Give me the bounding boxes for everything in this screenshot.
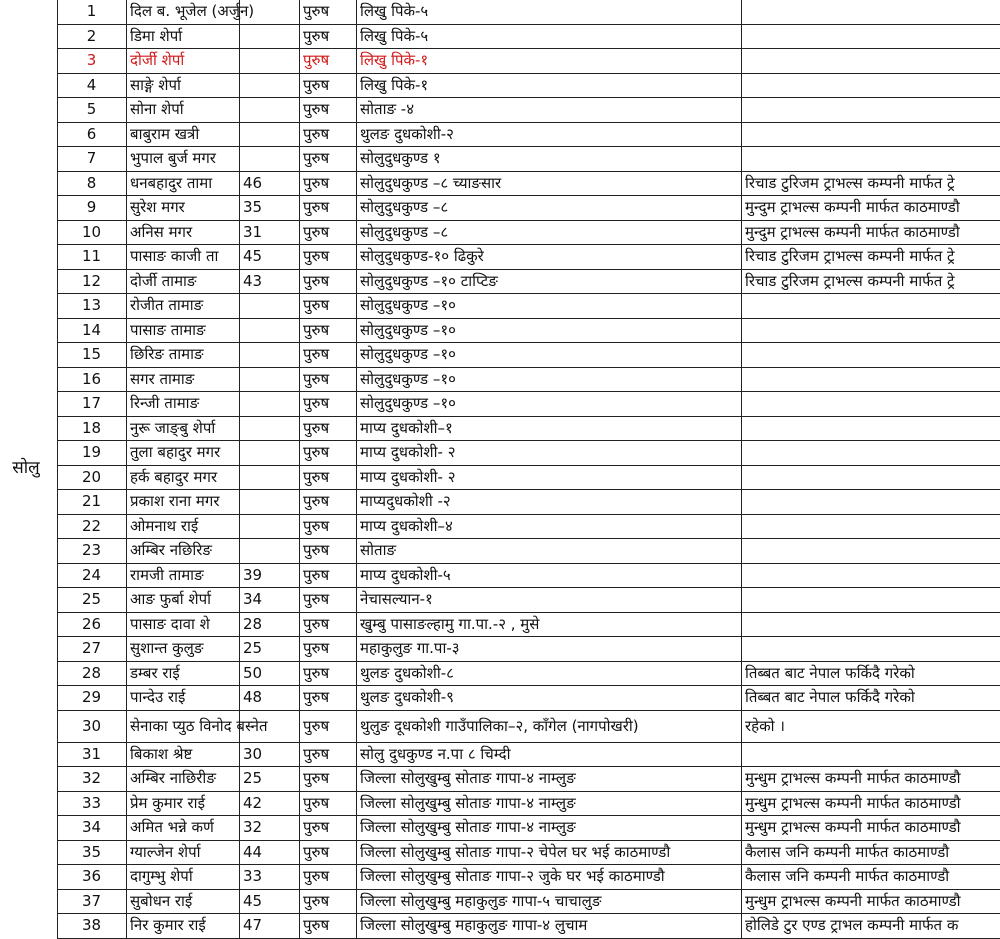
name-cell: सुशान्त कुलुङ bbox=[127, 637, 240, 662]
address-cell: सोलुदुधकुण्ड १ bbox=[357, 147, 742, 172]
serial-number-cell: 33 bbox=[57, 792, 127, 817]
gender-cell: पुरुष bbox=[300, 816, 357, 841]
serial-number-cell: 8 bbox=[57, 172, 127, 197]
age-cell bbox=[240, 0, 300, 25]
gender-cell: पुरुष bbox=[300, 539, 357, 564]
serial-number-cell: 17 bbox=[57, 392, 127, 417]
gender-cell: पुरुष bbox=[300, 564, 357, 589]
gender-cell: पुरुष bbox=[300, 368, 357, 393]
remarks-cell bbox=[742, 392, 1000, 417]
serial-number-cell: 13 bbox=[57, 294, 127, 319]
address-cell: लिखु पिके-१ bbox=[357, 74, 742, 99]
name-cell: भुपाल बुर्ज मगर bbox=[127, 147, 240, 172]
address-cell: सोलुदुधकुण्ड –१० bbox=[357, 392, 742, 417]
name-cell: आङ फुर्बा शेर्पा bbox=[127, 588, 240, 613]
gender-cell: पुरुष bbox=[300, 588, 357, 613]
remarks-cell: मुन्धुम ट्राभल्स कम्पनी मार्फत काठमाण्डौ bbox=[742, 816, 1000, 841]
address-cell: सोलुदुधकुण्ड –१० bbox=[357, 319, 742, 344]
remarks-cell bbox=[742, 98, 1000, 123]
name-cell: डिमा शेर्पा bbox=[127, 25, 240, 50]
address-cell: सोलुदुधकुण्ड-१० ढिकुरे bbox=[357, 245, 742, 270]
age-cell: 35 bbox=[240, 196, 300, 221]
age-cell bbox=[240, 25, 300, 50]
gender-cell: पुरुष bbox=[300, 98, 357, 123]
serial-number-cell: 19 bbox=[57, 441, 127, 466]
gender-cell: पुरुष bbox=[300, 294, 357, 319]
name-cell: रामजी तामाङ bbox=[127, 564, 240, 589]
address-cell: महाकुलुङ गा.पा-३ bbox=[357, 637, 742, 662]
address-cell: जिल्ला सोलुखुम्बु सोताङ गापा-४ नाम्लुङ bbox=[357, 816, 742, 841]
age-cell: 30 bbox=[240, 743, 300, 768]
address-cell: सोलुदुधकुण्ड –८ bbox=[357, 196, 742, 221]
gender-cell: पुरुष bbox=[300, 711, 357, 743]
table-row bbox=[57, 662, 1000, 687]
name-cell: बिकाश श्रेष्ट bbox=[127, 743, 240, 768]
table-row bbox=[57, 172, 1000, 197]
table-row bbox=[57, 792, 1000, 817]
address-cell: जिल्ला सोलुखुम्बु सोताङ गापा-४ नाम्लुङ bbox=[357, 792, 742, 817]
age-cell: 43 bbox=[240, 270, 300, 295]
age-cell: 32 bbox=[240, 816, 300, 841]
serial-number-cell: 1 bbox=[57, 0, 127, 25]
serial-number-cell: 32 bbox=[57, 767, 127, 792]
gender-cell: पुरुष bbox=[300, 270, 357, 295]
remarks-cell: मुन्धुम ट्राभल्स कम्पनी मार्फत काठमाण्डौ bbox=[742, 767, 1000, 792]
remarks-cell bbox=[742, 123, 1000, 148]
gender-cell: पुरुष bbox=[300, 245, 357, 270]
age-cell bbox=[240, 539, 300, 564]
remarks-cell: रिचाड टुरिजम ट्राभल्स कम्पनी मार्फत ट्रे bbox=[742, 270, 1000, 295]
gender-cell: पुरुष bbox=[300, 74, 357, 99]
name-cell: दोर्जी तामाङ bbox=[127, 270, 240, 295]
table-row bbox=[57, 841, 1000, 866]
age-cell: 47 bbox=[240, 914, 300, 939]
serial-number-cell: 3 bbox=[57, 49, 127, 74]
table-row bbox=[57, 49, 1000, 74]
address-cell: थुलङ दुधकोशी-९ bbox=[357, 686, 742, 711]
age-cell bbox=[240, 441, 300, 466]
serial-number-cell: 14 bbox=[57, 319, 127, 344]
remarks-cell bbox=[742, 637, 1000, 662]
name-cell: ग्याल्जेन शेर्पा bbox=[127, 841, 240, 866]
gender-cell: पुरुष bbox=[300, 441, 357, 466]
age-cell bbox=[240, 98, 300, 123]
age-cell bbox=[240, 319, 300, 344]
serial-number-cell: 11 bbox=[57, 245, 127, 270]
name-cell: सुरेश मगर bbox=[127, 196, 240, 221]
table-row bbox=[57, 123, 1000, 148]
table-row bbox=[57, 564, 1000, 589]
remarks-cell bbox=[742, 0, 1000, 25]
gender-cell: पुरुष bbox=[300, 417, 357, 442]
serial-number-cell: 36 bbox=[57, 865, 127, 890]
name-cell: प्रेम कुमार राई bbox=[127, 792, 240, 817]
address-cell: सोलु दुधकुण्ड न.पा ८ चिम्दी bbox=[357, 743, 742, 768]
table-row bbox=[57, 441, 1000, 466]
age-cell bbox=[240, 368, 300, 393]
table-row bbox=[57, 98, 1000, 123]
table-row bbox=[57, 25, 1000, 50]
name-cell: हर्क बहादुर मगर bbox=[127, 466, 240, 491]
table-row bbox=[57, 368, 1000, 393]
serial-number-cell: 9 bbox=[57, 196, 127, 221]
gender-cell: पुरुष bbox=[300, 0, 357, 25]
serial-number-cell: 16 bbox=[57, 368, 127, 393]
gender-cell: पुरुष bbox=[300, 890, 357, 915]
name-cell: अम्बिर नाछिरीङ bbox=[127, 767, 240, 792]
age-cell: 46 bbox=[240, 172, 300, 197]
age-cell bbox=[240, 392, 300, 417]
address-cell: सोलुदुधकुण्ड –१० bbox=[357, 294, 742, 319]
age-cell bbox=[240, 294, 300, 319]
serial-number-cell: 20 bbox=[57, 466, 127, 491]
serial-number-cell: 22 bbox=[57, 515, 127, 540]
serial-number-cell: 15 bbox=[57, 343, 127, 368]
address-cell: माप्य दुधकोशी- २ bbox=[357, 441, 742, 466]
remarks-cell: तिब्बत बाट नेपाल फर्किदै गरेको bbox=[742, 662, 1000, 687]
age-cell bbox=[240, 123, 300, 148]
table-row bbox=[57, 865, 1000, 890]
address-cell: जिल्ला सोलुखुम्बु सोताङ गापा-४ नाम्लुङ bbox=[357, 767, 742, 792]
gender-cell: पुरुष bbox=[300, 392, 357, 417]
serial-number-cell: 26 bbox=[57, 613, 127, 638]
name-cell: पासाङ काजी ता bbox=[127, 245, 240, 270]
address-cell: माप्यदुधकोशी -२ bbox=[357, 490, 742, 515]
name-cell: सोना शेर्पा bbox=[127, 98, 240, 123]
serial-number-cell: 38 bbox=[57, 914, 127, 939]
remarks-cell: तिब्बत बाट नेपाल फर्किदै गरेको bbox=[742, 686, 1000, 711]
age-cell bbox=[240, 711, 300, 743]
table-row bbox=[57, 490, 1000, 515]
age-cell: 50 bbox=[240, 662, 300, 687]
serial-number-cell: 21 bbox=[57, 490, 127, 515]
table-row bbox=[57, 686, 1000, 711]
table-row bbox=[57, 613, 1000, 638]
remarks-cell: रहेको । bbox=[742, 711, 1000, 743]
age-cell: 48 bbox=[240, 686, 300, 711]
name-cell: रोजीत तामाङ bbox=[127, 294, 240, 319]
address-cell: सोलुदुधकुण्ड –१० टाप्टिङ bbox=[357, 270, 742, 295]
age-cell: 39 bbox=[240, 564, 300, 589]
address-cell: सोलुदुधकुण्ड –८ bbox=[357, 221, 742, 246]
address-cell: सोताङ bbox=[357, 539, 742, 564]
address-cell: जिल्ला सोलुखुम्बु महाकुलुङ गापा-५ चाचालुङ bbox=[357, 890, 742, 915]
table-row bbox=[57, 270, 1000, 295]
gender-cell: पुरुष bbox=[300, 25, 357, 50]
name-cell: नुरू जाङ्बु शेर्पा bbox=[127, 417, 240, 442]
address-cell: जिल्ला सोलुखुम्बु सोताङ गापा-२ चेपेल घर भई काठमाण्डौ bbox=[357, 841, 742, 866]
name-cell: डम्बर राई bbox=[127, 662, 240, 687]
address-cell: माप्य दुधकोशी–४ bbox=[357, 515, 742, 540]
age-cell bbox=[240, 49, 300, 74]
serial-number-cell: 18 bbox=[57, 417, 127, 442]
address-cell: सोलुदुधकुण्ड –१० bbox=[357, 343, 742, 368]
age-cell bbox=[240, 147, 300, 172]
table-row bbox=[57, 392, 1000, 417]
age-cell bbox=[240, 417, 300, 442]
remarks-cell bbox=[742, 294, 1000, 319]
gender-cell: पुरुष bbox=[300, 196, 357, 221]
remarks-cell bbox=[742, 147, 1000, 172]
remarks-cell bbox=[742, 539, 1000, 564]
remarks-cell bbox=[742, 613, 1000, 638]
age-cell: 33 bbox=[240, 865, 300, 890]
name-cell: साङ्गे शेर्पा bbox=[127, 74, 240, 99]
gender-cell: पुरुष bbox=[300, 743, 357, 768]
remarks-cell bbox=[742, 743, 1000, 768]
table-row bbox=[57, 767, 1000, 792]
table-row bbox=[57, 294, 1000, 319]
address-cell: थुलङ दुधकोशी-८ bbox=[357, 662, 742, 687]
gender-cell: पुरुष bbox=[300, 123, 357, 148]
address-cell: थुलङ दुधकोशी-२ bbox=[357, 123, 742, 148]
address-cell: थुलुङ दूधकोशी गाउँपालिका–२, काँगेल (नागपोखरी) bbox=[357, 711, 742, 743]
gender-cell: पुरुष bbox=[300, 686, 357, 711]
name-cell: अमित भन्ने कर्ण bbox=[127, 816, 240, 841]
gender-cell: पुरुष bbox=[300, 490, 357, 515]
gender-cell: पुरुष bbox=[300, 662, 357, 687]
gender-cell: पुरुष bbox=[300, 865, 357, 890]
remarks-cell bbox=[742, 319, 1000, 344]
address-cell: खुम्बु पासाङल्हामु गा.पा.-२ , मुसे bbox=[357, 613, 742, 638]
table-row bbox=[57, 914, 1000, 939]
name-cell: दिल ब. भूजेल (अर्जुन) bbox=[127, 0, 240, 25]
address-cell: नेचासल्यान-१ bbox=[357, 588, 742, 613]
remarks-cell bbox=[742, 74, 1000, 99]
serial-number-cell: 27 bbox=[57, 637, 127, 662]
name-cell: छिरिङ तामाङ bbox=[127, 343, 240, 368]
gender-cell: पुरुष bbox=[300, 613, 357, 638]
table-row bbox=[57, 466, 1000, 491]
serial-number-cell: 34 bbox=[57, 816, 127, 841]
remarks-cell bbox=[742, 564, 1000, 589]
remarks-cell: होलिडे टुर एण्ड ट्राभल कम्पनी मार्फत क bbox=[742, 914, 1000, 939]
name-cell: रिन्जी तामाङ bbox=[127, 392, 240, 417]
name-cell: दागुम्भु शेर्पा bbox=[127, 865, 240, 890]
age-cell: 31 bbox=[240, 221, 300, 246]
age-cell bbox=[240, 74, 300, 99]
age-cell: 25 bbox=[240, 767, 300, 792]
table-row bbox=[57, 711, 1000, 743]
address-cell: जिल्ला सोलुखुम्बु सोताङ गापा-२ जुके घर भई काठमाण्डौ bbox=[357, 865, 742, 890]
age-cell bbox=[240, 515, 300, 540]
address-cell: सोलुदुधकुण्ड –१० bbox=[357, 368, 742, 393]
address-cell: माप्य दुधकोशी-५ bbox=[357, 564, 742, 589]
district-label: सोलु bbox=[12, 458, 40, 478]
name-cell: निर कुमार राई bbox=[127, 914, 240, 939]
table-row bbox=[57, 196, 1000, 221]
table-row bbox=[57, 74, 1000, 99]
table-row bbox=[57, 245, 1000, 270]
serial-number-cell: 7 bbox=[57, 147, 127, 172]
remarks-cell: रिचाड टुरिजम ट्राभल्स कम्पनी मार्फत ट्रे bbox=[742, 245, 1000, 270]
gender-cell: पुरुष bbox=[300, 637, 357, 662]
age-cell bbox=[240, 466, 300, 491]
name-cell: पासाङ तामाङ bbox=[127, 319, 240, 344]
serial-number-cell: 28 bbox=[57, 662, 127, 687]
table-row bbox=[57, 221, 1000, 246]
remarks-cell: मुन्दुम ट्राभल्स कम्पनी मार्फत काठमाण्डौ bbox=[742, 196, 1000, 221]
table-row bbox=[57, 0, 1000, 25]
name-cell: सेनाका प्युठ विनोद बस्नेत bbox=[127, 711, 240, 743]
table-row bbox=[57, 637, 1000, 662]
remarks-cell bbox=[742, 515, 1000, 540]
age-cell: 28 bbox=[240, 613, 300, 638]
gender-cell: पुरुष bbox=[300, 841, 357, 866]
gender-cell: पुरुष bbox=[300, 466, 357, 491]
age-cell: 45 bbox=[240, 245, 300, 270]
remarks-cell bbox=[742, 588, 1000, 613]
address-cell: लिखु पिके-१ bbox=[357, 49, 742, 74]
remarks-cell: मुन्दुम ट्राभल्स कम्पनी मार्फत काठमाण्डौ bbox=[742, 221, 1000, 246]
remarks-cell: मुन्धुम ट्राभल्स कम्पनी मार्फत काठमाण्डौ bbox=[742, 792, 1000, 817]
remarks-cell bbox=[742, 25, 1000, 50]
address-cell: सोताङ -४ bbox=[357, 98, 742, 123]
address-cell: लिखु पिके-५ bbox=[357, 0, 742, 25]
table-row bbox=[57, 147, 1000, 172]
gender-cell: पुरुष bbox=[300, 172, 357, 197]
name-cell: अम्बिर नछिरिङ bbox=[127, 539, 240, 564]
table-row bbox=[57, 319, 1000, 344]
age-cell: 34 bbox=[240, 588, 300, 613]
serial-number-cell: 25 bbox=[57, 588, 127, 613]
gender-cell: पुरुष bbox=[300, 147, 357, 172]
gender-cell: पुरुष bbox=[300, 914, 357, 939]
age-cell: 25 bbox=[240, 637, 300, 662]
gender-cell: पुरुष bbox=[300, 767, 357, 792]
table-row bbox=[57, 343, 1000, 368]
gender-cell: पुरुष bbox=[300, 343, 357, 368]
table-row bbox=[57, 417, 1000, 442]
table-row bbox=[57, 743, 1000, 768]
serial-number-cell: 2 bbox=[57, 25, 127, 50]
name-cell: बाबुराम खत्री bbox=[127, 123, 240, 148]
serial-number-cell: 30 bbox=[57, 711, 127, 743]
address-cell: माप्य दुधकोशी–१ bbox=[357, 417, 742, 442]
age-cell: 44 bbox=[240, 841, 300, 866]
address-cell: जिल्ला सोलुखुम्बु महाकुलुङ गापा-४ लुचाम bbox=[357, 914, 742, 939]
gender-cell: पुरुष bbox=[300, 221, 357, 246]
name-cell: तुला बहादुर मगर bbox=[127, 441, 240, 466]
serial-number-cell: 5 bbox=[57, 98, 127, 123]
name-cell: दोर्जी शेर्पा bbox=[127, 49, 240, 74]
name-cell: पासाङ दावा शे bbox=[127, 613, 240, 638]
gender-cell: पुरुष bbox=[300, 792, 357, 817]
serial-number-cell: 4 bbox=[57, 74, 127, 99]
gender-cell: पुरुष bbox=[300, 319, 357, 344]
address-cell: सोलुदुधकुण्ड –८ च्याङसार bbox=[357, 172, 742, 197]
remarks-cell bbox=[742, 417, 1000, 442]
serial-number-cell: 10 bbox=[57, 221, 127, 246]
table-row bbox=[57, 816, 1000, 841]
remarks-cell bbox=[742, 49, 1000, 74]
remarks-cell: कैलास जनि कम्पनी मार्फत काठमाण्डौ bbox=[742, 865, 1000, 890]
serial-number-cell: 23 bbox=[57, 539, 127, 564]
table-row bbox=[57, 890, 1000, 915]
remarks-cell: कैलास जनि कम्पनी मार्फत काठमाण्डौ bbox=[742, 841, 1000, 866]
serial-number-cell: 6 bbox=[57, 123, 127, 148]
remarks-cell: रिचाड टुरिजम ट्राभल्स कम्पनी मार्फत ट्रे bbox=[742, 172, 1000, 197]
name-cell: ओमनाथ राई bbox=[127, 515, 240, 540]
table-row bbox=[57, 588, 1000, 613]
serial-number-cell: 12 bbox=[57, 270, 127, 295]
remarks-cell bbox=[742, 490, 1000, 515]
address-cell: माप्य दुधकोशी- २ bbox=[357, 466, 742, 491]
gender-cell: पुरुष bbox=[300, 49, 357, 74]
age-cell: 42 bbox=[240, 792, 300, 817]
serial-number-cell: 29 bbox=[57, 686, 127, 711]
name-cell: सगर तामाङ bbox=[127, 368, 240, 393]
age-cell bbox=[240, 490, 300, 515]
remarks-cell bbox=[742, 466, 1000, 491]
serial-number-cell: 24 bbox=[57, 564, 127, 589]
gender-cell: पुरुष bbox=[300, 515, 357, 540]
remarks-cell bbox=[742, 441, 1000, 466]
remarks-cell bbox=[742, 368, 1000, 393]
name-cell: प्रकाश राना मगर bbox=[127, 490, 240, 515]
name-cell: सुबोधन राई bbox=[127, 890, 240, 915]
remarks-cell: मुन्धुम ट्राभल्स कम्पनी मार्फत काठमाण्डौ bbox=[742, 890, 1000, 915]
table-row bbox=[57, 515, 1000, 540]
age-cell: 45 bbox=[240, 890, 300, 915]
serial-number-cell: 35 bbox=[57, 841, 127, 866]
address-cell: लिखु पिके-५ bbox=[357, 25, 742, 50]
serial-number-cell: 37 bbox=[57, 890, 127, 915]
serial-number-cell: 31 bbox=[57, 743, 127, 768]
remarks-cell bbox=[742, 343, 1000, 368]
name-cell: पान्देउ राई bbox=[127, 686, 240, 711]
name-cell: अनिस मगर bbox=[127, 221, 240, 246]
table-row bbox=[57, 539, 1000, 564]
name-cell: धनबहादुर तामा bbox=[127, 172, 240, 197]
age-cell bbox=[240, 343, 300, 368]
